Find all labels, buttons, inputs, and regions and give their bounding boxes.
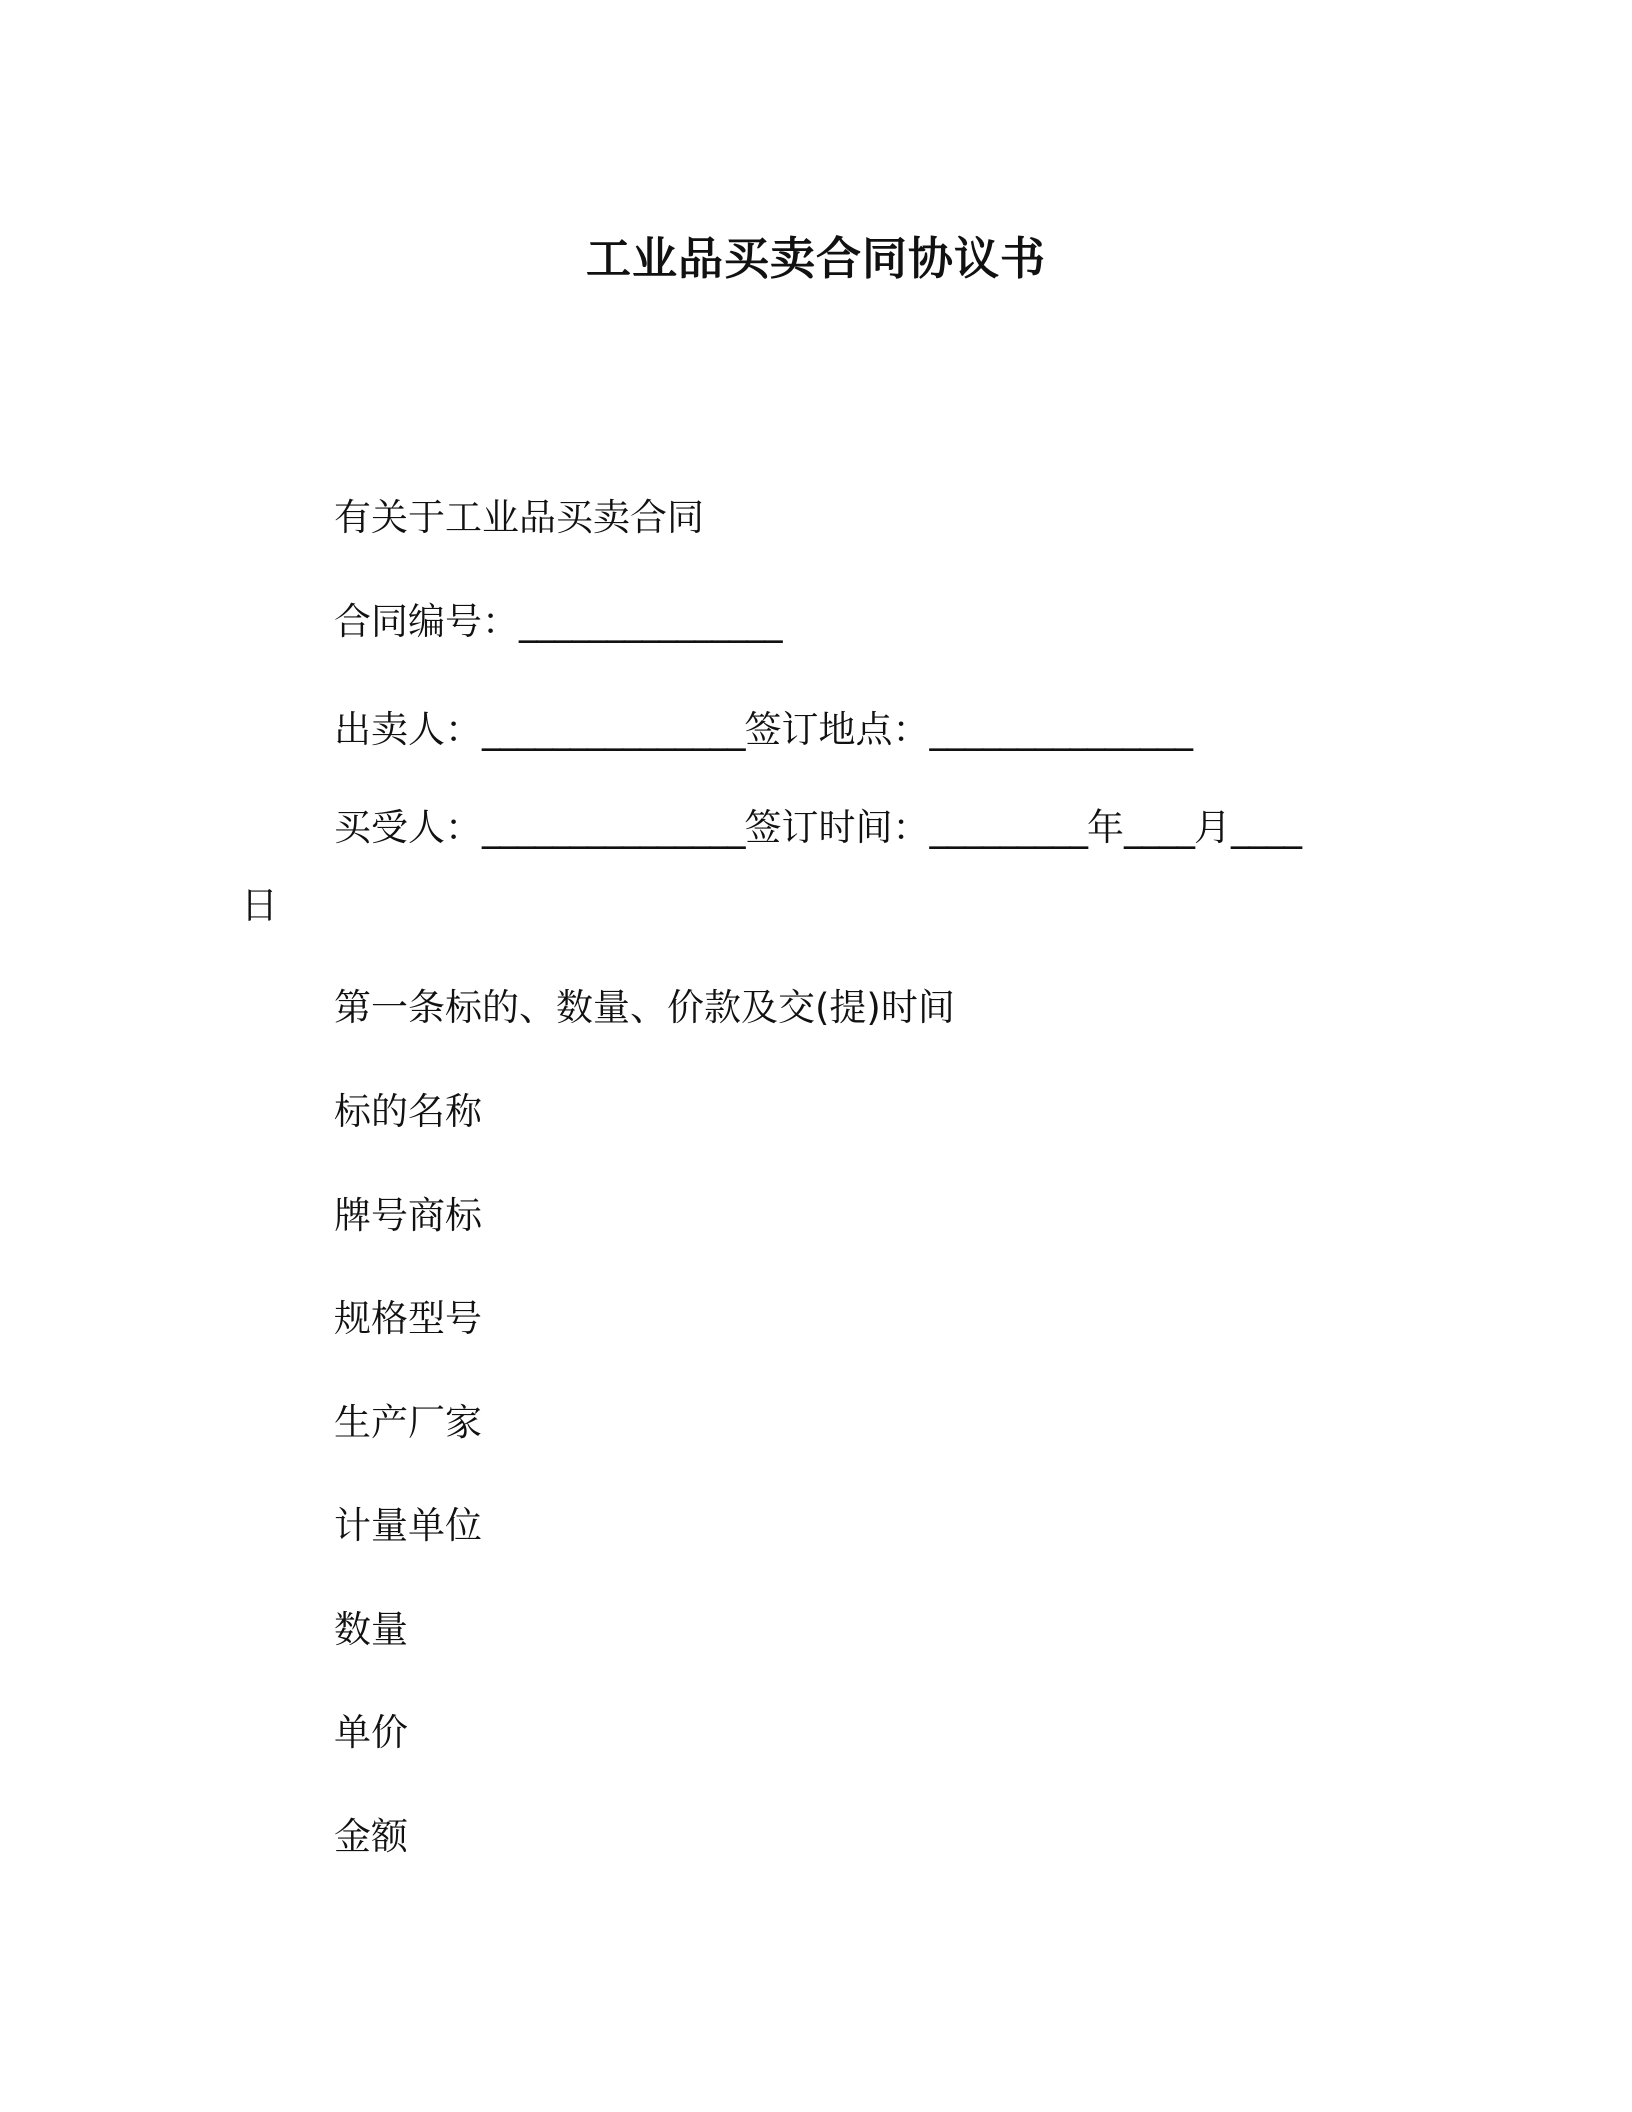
document-title: 工业品买卖合同协议书 bbox=[585, 232, 1046, 285]
item-unit-price: 单价 bbox=[334, 1711, 408, 1754]
month-label: 月 bbox=[1194, 806, 1231, 849]
contract-number-blank: _______________ bbox=[519, 600, 782, 643]
sign-place-blank: _______________ bbox=[929, 708, 1192, 751]
day-blank: ____ bbox=[1231, 806, 1301, 849]
buyer-line bbox=[334, 804, 1301, 852]
item-brand-trademark: 牌号商标 bbox=[334, 1194, 482, 1237]
month-blank: ____ bbox=[1124, 806, 1194, 849]
contract-number-line bbox=[334, 598, 782, 646]
item-manufacturer: 生产厂家 bbox=[334, 1401, 482, 1444]
item-spec-model: 规格型号 bbox=[334, 1297, 482, 1340]
item-subject-name: 标的名称 bbox=[334, 1090, 482, 1133]
item-quantity: 数量 bbox=[334, 1608, 408, 1651]
year-label: 年 bbox=[1087, 806, 1124, 849]
buyer-blank: _______________ bbox=[482, 806, 745, 849]
year-blank: _________ bbox=[929, 806, 1087, 849]
article-1-heading: 第一条标的、数量、价款及交(提)时间 bbox=[334, 986, 955, 1029]
buyer-label: 买受人： bbox=[334, 806, 482, 849]
item-unit: 计量单位 bbox=[334, 1504, 482, 1547]
contract-number-label: 合同编号： bbox=[334, 600, 519, 643]
seller-label: 出卖人： bbox=[334, 708, 482, 751]
seller-line bbox=[334, 706, 1192, 754]
intro-line: 有关于工业品买卖合同 bbox=[334, 496, 704, 539]
sign-time-label: 签订时间： bbox=[744, 806, 930, 849]
day-label: 日 bbox=[241, 884, 278, 927]
sign-place-label: 签订地点： bbox=[744, 708, 930, 751]
seller-blank: _______________ bbox=[482, 708, 745, 751]
item-amount: 金额 bbox=[334, 1815, 408, 1858]
